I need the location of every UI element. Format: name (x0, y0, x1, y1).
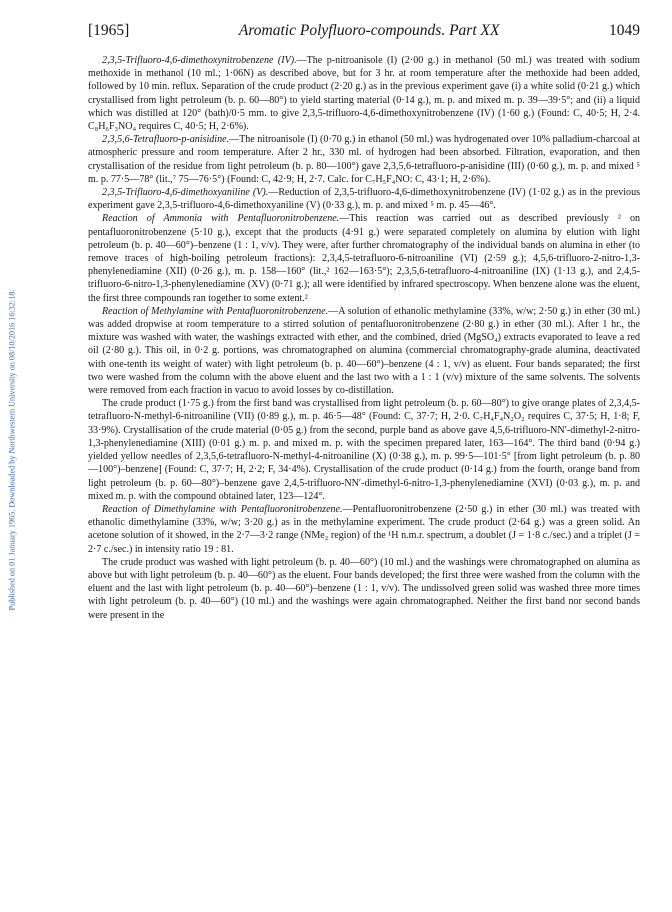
header-page-number: 1049 (608, 22, 640, 39)
paragraph-tetrafluoro-anisidine (88, 133, 640, 186)
header-running-title: Aromatic Polyfluoro-compounds. Part XX (238, 22, 500, 39)
paragraph-first-band-products (88, 397, 640, 503)
paragraph-text: —Reduction of 2,3,5-trifluoro-4,6-dimethoxynitrobenzene (IV) (1·02 g.) as in the previous experiment gave 2,3,5-trifluoro-4,6-dimethoxyaniline (V) (0·33 g.), m. p. and mixed ⁵ m. p. 45—46°. (88, 187, 641, 212)
paragraph-heading: Reaction of Dimethylamine with Pentafluoronitrobenzene. (102, 503, 343, 515)
left-margin-strip (0, 0, 24, 912)
paragraph-text: The crude product (1·75 g.) from the first band was crystallised from light petroleum (b. p. 60—80°) to give orange plates of 2,3,4,5-tetrafluoro-N-methyl-6-nitroaniline (VII) (0·89 g.), m. p. 46·5—48° (Found: C, 37·7; H, 2·0. C₇H₄F₄N₂O₂ requires C, 37·5; H, 1·8; F, 33·9%). Crystallisation of the crude material (0·05 g.) from the second, purple band as above gave 4,5,6-trifluoro-NN′-dimethyl-2-nitro-1,3-phenylenediamine (XIII) (0·01 g.) m. p. and mixed m. p. with the specimen prepared later, 163—164°. The third band (0·94 g.) yielded yellow needles of 2,3,5,6-tetrafluoro-N-methyl-4-nitroaniline (X) (0·38 g.), m. p. 99·5—101·5° [from light petroleum (b. p. 80—100°)–benzene] (Found: C, 37·7; H, 2·2; F, 34·4%). Crystallisation of the crude product (0·14 g.) from the fourth, orange band from light petroleum (b. p. 60—80°)–benzene gave 2,4,5-trifluoro-NN′-dimethyl-6-nitro-1,3-phenylenediamine (XVI) (0·03 g.), m. p. and mixed m. p. with the compound obtained later, 123—124°. (88, 398, 640, 502)
paragraph-heading: 2,3,5-Trifluoro-4,6-dimethoxyaniline (V). (102, 187, 269, 199)
paragraph-text: —The nitroanisole (I) (0·70 g.) in ethanol (50 ml.) was hydrogenated over 10% palladium-charcoal at atmospheric pressure and room temperature. After 2 hr., 330 ml. of hydrogen had been absorbed. Filtration, evaporation, and then crystallisation of the residue from light petroleum (b. p. 80—100°) gave 2,3,5,6-tetrafluoro-p-anisidine (III) (0·60 g.), m. p. and mixed ⁵ m. p. 77·5—78° (lit.,⁷ 75—76·5°) (Found: C, 42·9; H, 2·7. Calc. for C₇H₅F₄NO: C, 43·1; H, 2·6%). (88, 134, 640, 185)
paragraph-dimethylamine-reaction (88, 503, 640, 556)
paragraph-text: —This reaction was carried out as described previously ² on pentafluoronitrobenzene (5·10 g.), except that the products (4·91 g.) were separated completely on alumina by elution with light petroleum (b. p. 40—60°)–benzene (1 : 1, v/v). They were, after further chromatography of the individual bands on alumina in ether (to remove traces of high-boiling petroleum fractions): 2,3,4,5-tetrafluoro-6-nitroaniline (VI) (2·59 g.); 4,5,6-trifluoro-2-nitro-1,3-phenylenediamine (XII) (0·26 g.), m. p. 158—160° (lit.,² 162—163·5°); 2,3,5,6-tetrafluoro-4-nitroaniline (IX) (1·13 g.), and 2,4,5-trifluoro-6-nitro-1,3-phenylenediamine (XV) (0·71 g.); all were identified by infrared spectroscopy. When benzene alone was the eluent, the first three compounds ran together to some extent.² (88, 213, 640, 304)
article-body (88, 54, 640, 622)
paragraph-dimethylamine-chromatography (88, 556, 640, 622)
running-header (88, 22, 640, 40)
published-download-note: Published on 01 January 1965. Downloaded by Northwestern University on 08/10/2016 16:32:18. (7, 289, 17, 611)
paragraph-heading: 2,3,5,6-Tetrafluoro-p-anisidine. (102, 134, 230, 146)
paragraph-text: —A solution of ethanolic methylamine (33%, w/w; 2·50 g.) in ether (30 ml.) was added dropwise at room temperature to a stirred solution of pentafluoronitrobenzene (2·80 g.) in ether (30 ml.). After 1 hr., the mixture was washed with water, the washings extracted with ether, and the combined, dried (MgSO₄) extracts evaporated to leave a red oil (2·80 g.). This oil, in 0·2 g. portions, was chromatographed on alumina (commercial chromatography-grade alumina, deactivated with one-tenth its weight of water) with light petroleum (b. p. 40—60°)–benzene (4 : 1, v/v) as eluent. Four bands separated; the first two were washed from the column with the above eluent and the last two with a 1 : 1 (v/v) mixture of the same solvents. The solvents were removed from each fraction in vacuo to avoid losses by co-distillation. (88, 305, 640, 397)
header-year: [1965] (88, 22, 130, 39)
paragraph-heading: Reaction of Methylamine with Pentafluoronitrobenzene. (102, 305, 329, 317)
paragraph-methylamine-reaction (88, 305, 640, 397)
paragraph-text: —The p-nitroanisole (I) (2·00 g.) in methanol (50 ml.) was treated with sodium methoxide in methanol (10 ml.; 1·06N) as described above, but for 3 hr. at room temperature after the methoxide had been added, followed by 10 min. reflux. Separation of the crude product (2·20 g.) as in the previous experiment gave (i) a white solid (0·21 g.) which crystallised from light petroleum (b. p. 60—80°) to yield starting material (0·14 g.), m. p. and mixed m. p. 39—39·5°; and (ii) a liquid which was distilled at 120° (bath)/0·5 mm. to give 2,3,5-trifluoro-4,6-dimethoxynitrobenzene (IV) (1·60 g.) (Found: C, 40·5; H, 2·4. C₈H₆F₃NO₄ requires C, 40·5; H, 2·6%). (88, 55, 640, 133)
paragraph-heading: Reaction of Ammonia with Pentafluoronitrobenzene. (102, 213, 340, 225)
paragraph-trifluoro-dimethoxyaniline (88, 186, 640, 212)
paragraph-heading: 2,3,5-Trifluoro-4,6-dimethoxynitrobenzene (IV). (102, 55, 297, 66)
paragraph-ammonia-reaction (88, 212, 640, 304)
journal-page (88, 22, 640, 622)
paragraph-text: —Pentafluoronitrobenzene (2·50 g.) in ether (30 ml.) was treated with ethanolic dimethylamine (33%, w/w; 3·20 g.) as in the methylamine experiment. The crude product (2·64 g.) was a green solid. An acetone solution of it showed, in the 2·7—3·2 range (NMe₂ region) of the ¹H n.m.r. spectrum, a doublet (J = 1·8 c./sec.) and a triplet (J = 2·7 c./sec.) in intensity ratio 19 : 81. (88, 503, 641, 555)
paragraph-text: The crude product was washed with light petroleum (b. p. 40—60°) (10 ml.) and the washings were chromatographed on alumina as above but with light petroleum (b. p. 40—60°) as the eluent. Four bands developed; the first three were washed from the column with the eluent and the last with light petroleum (b. p. 40—60°)–benzene (1 : 1, v/v). The undissolved green solid was washed three more times with light petroleum (b. p. 40—60°) (10 ml.) and the washings were again chromatographed. Neither the first band nor second bands were present in the (88, 556, 640, 621)
paragraph-trifluoro-dimethoxynitrobenzene (88, 54, 640, 133)
